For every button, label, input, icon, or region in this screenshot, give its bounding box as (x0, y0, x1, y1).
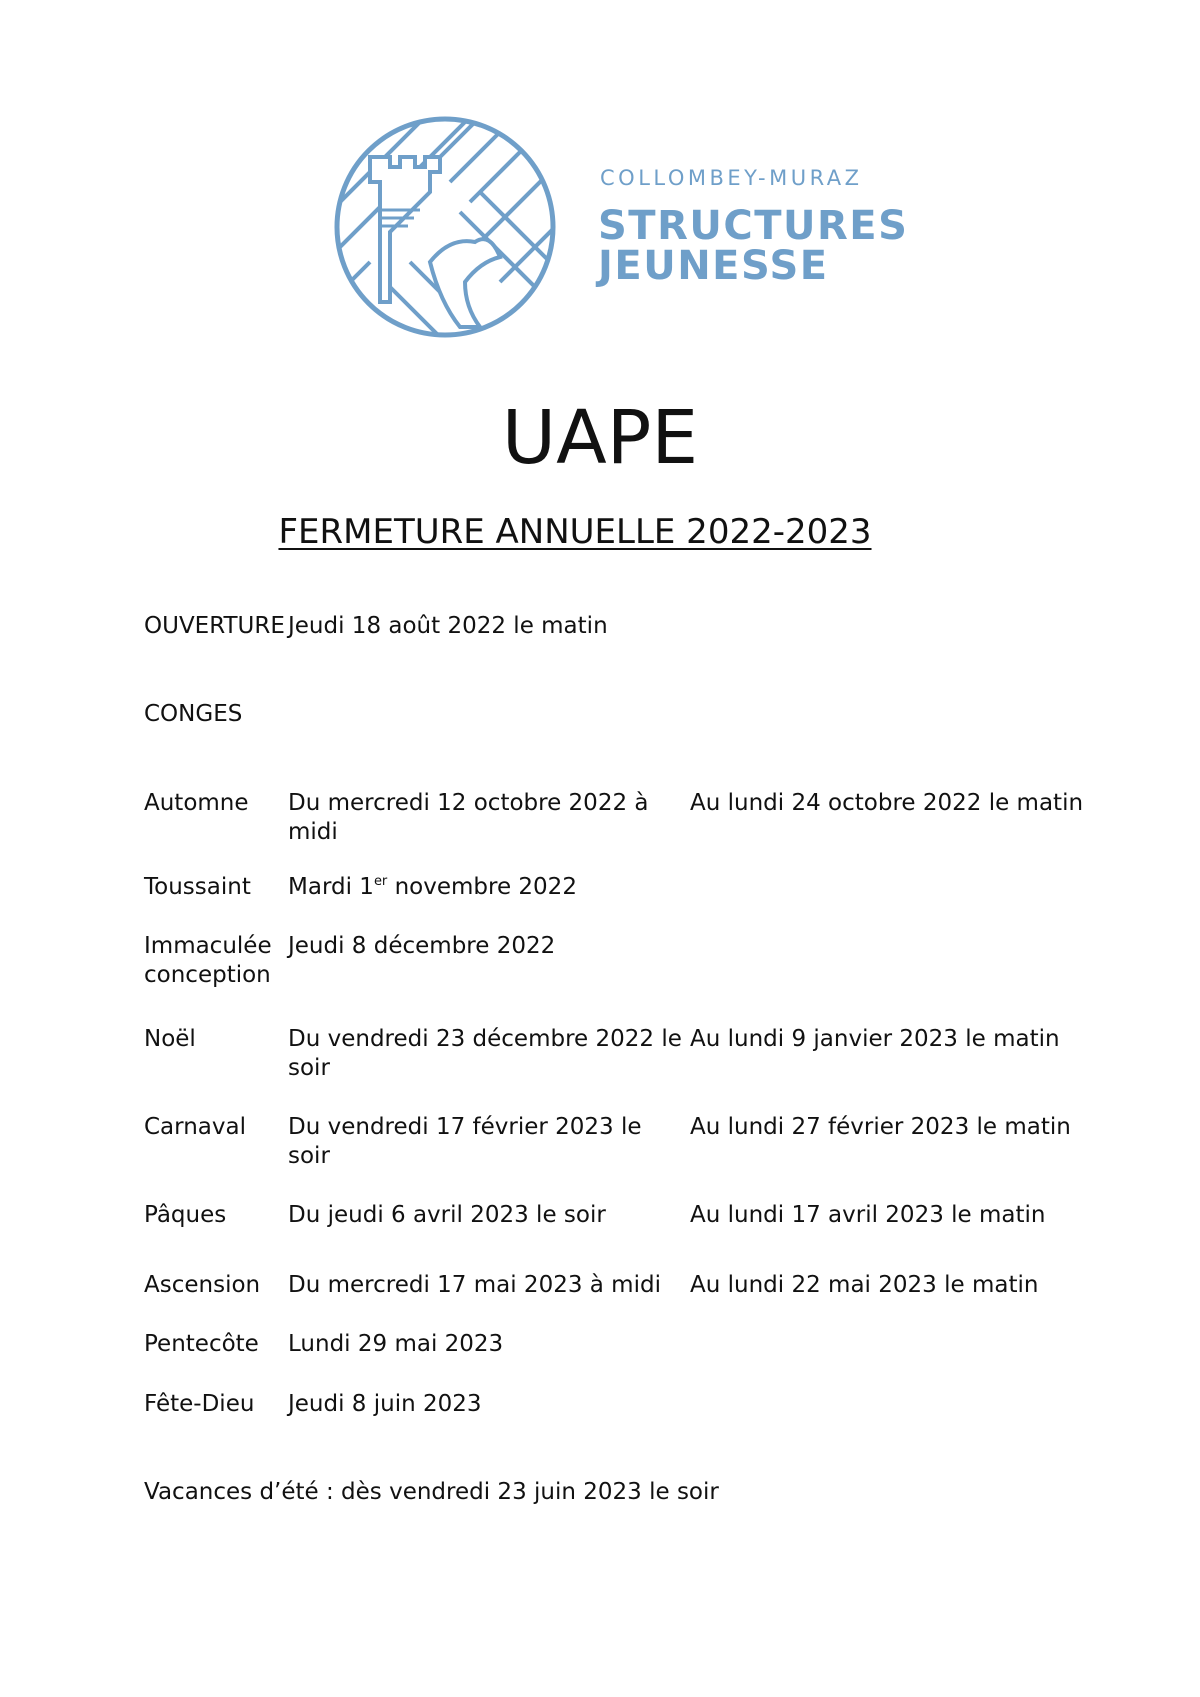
holiday-start: Du mercredi 12 octobre 2022 à midi (288, 790, 649, 845)
holiday-end: Au lundi 22 mai 2023 le matin (690, 1272, 1039, 1298)
holiday-end: Au lundi 17 avril 2023 le matin (690, 1202, 1046, 1228)
opening-value: Jeudi 18 août 2022 le matin (288, 613, 608, 639)
holiday-name: Immaculée conception (144, 933, 272, 988)
holiday-name: Carnaval (144, 1114, 246, 1140)
holiday-start: Lundi 29 mai 2023 (288, 1331, 504, 1357)
holiday-start: Du vendredi 17 février 2023 le soir (288, 1114, 642, 1169)
brand-locality: COLLOMBEY-MURAZ (600, 166, 863, 190)
logo (330, 112, 909, 342)
holiday-start: Jeudi 8 juin 2023 (288, 1391, 482, 1417)
summer-holidays: Vacances d’été : dès vendredi 23 juin 2023 le soir (144, 1479, 719, 1505)
holiday-start: Jeudi 8 décembre 2022 (288, 933, 556, 959)
page-title: UAPE (501, 395, 699, 481)
holiday-name: Ascension (144, 1272, 261, 1298)
holiday-start: Mardi 1er novembre 2022 (288, 874, 577, 900)
holiday-name: Automne (144, 790, 249, 816)
holiday-name: Fête-Dieu (144, 1391, 255, 1417)
holiday-start: Du mercredi 17 mai 2023 à midi (288, 1272, 661, 1298)
holiday-end: Au lundi 27 février 2023 le matin (690, 1114, 1071, 1140)
holiday-name: Pâques (144, 1202, 227, 1228)
opening-label: OUVERTURE (144, 613, 285, 639)
holiday-name: Pentecôte (144, 1331, 259, 1357)
page-subtitle: FERMETURE ANNUELLE 2022-2023 (278, 512, 872, 552)
holiday-end: Au lundi 24 octobre 2022 le matin (690, 790, 1084, 816)
holiday-start: Du jeudi 6 avril 2023 le soir (288, 1202, 606, 1228)
holiday-start: Du vendredi 23 décembre 2022 le soir (288, 1026, 682, 1081)
holiday-end: Au lundi 9 janvier 2023 le matin (690, 1026, 1060, 1052)
holiday-name: Toussaint (144, 874, 251, 900)
holidays-heading: CONGES (144, 701, 243, 727)
holiday-name: Noël (144, 1026, 196, 1052)
tower-dove-emblem-icon (330, 112, 560, 342)
brand-name-line1: STRUCTURES (598, 203, 909, 249)
brand-name-line2: JEUNESSE (598, 243, 829, 289)
